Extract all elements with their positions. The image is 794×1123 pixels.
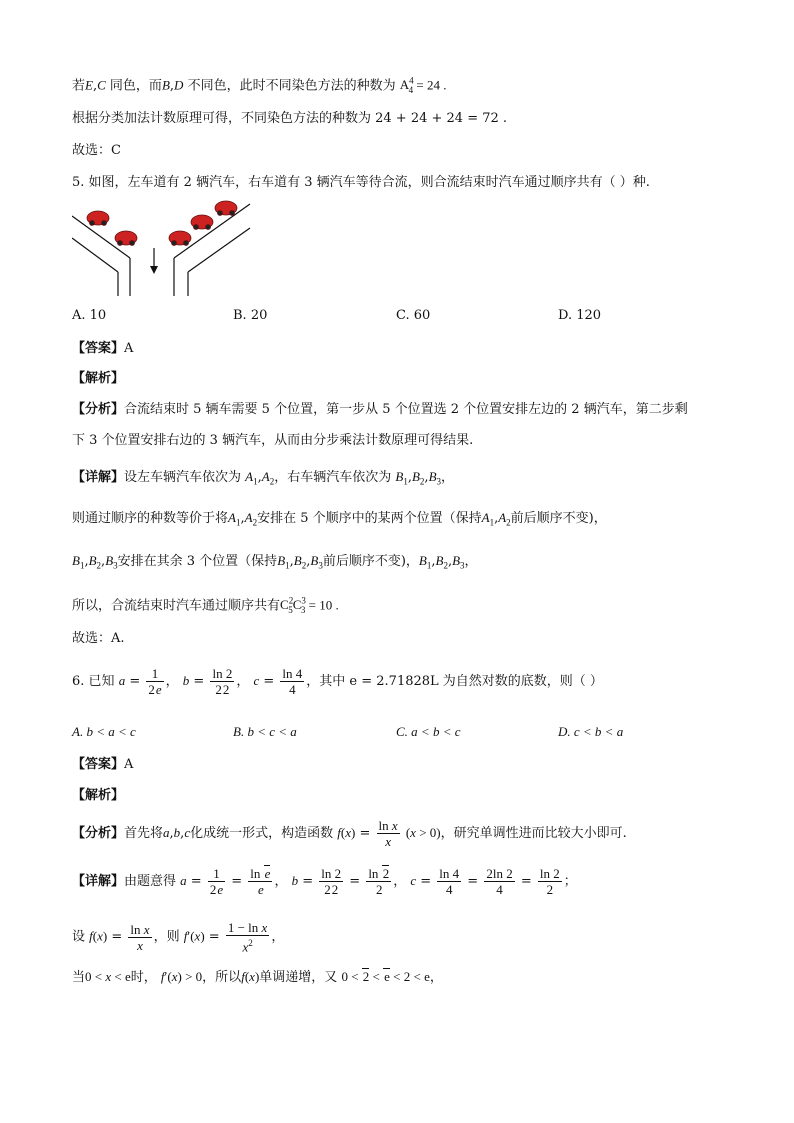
label: 【解析】 (72, 788, 125, 803)
text-line-3: 故选：C (72, 143, 121, 158)
question-5-stem: 5. 如图，左车道有 2 辆汽车，右车道有 3 辆汽车等待合流，则合流结束时汽车通过顺序共有（ ）种. (72, 175, 650, 190)
q5-fenxi-1 (72, 401, 688, 419)
car-icon (191, 215, 213, 230)
text: 不同色，此时不同染色方法的种数为 (187, 78, 396, 94)
fraction: $\frac{1}{2e}$ (148, 666, 162, 697)
q6-detail-2: 设 f(x) = $\frac{\text{ln x}}{x}$ ，则 f′(x) = $\frac{\text{1 − ln x}}{x^2}$ ， (72, 920, 285, 955)
q5-option-a: A. 10 (72, 308, 107, 323)
text: 化成统一形式，构造函数 (190, 826, 334, 841)
text: ，其中 e = 2.71828L 为自然对数的底数，则（ ） (306, 674, 603, 689)
q5-answer (72, 340, 133, 358)
q6-option-a: A. b < a < c (72, 724, 136, 739)
q5-conclusion: 故选：A. (72, 631, 125, 646)
fraction: $\frac{\ln 4}{4}$ (439, 866, 460, 897)
fraction: $\frac{\ln 2}{22}$ (212, 666, 233, 697)
text: ，所以 (202, 970, 242, 985)
text-line-2: 根据分类加法计数原理可得，不同染色方法的种数为 24 + 24 + 24 = 72 . (72, 111, 508, 126)
text: 6. 已知 (72, 674, 115, 689)
text: 合流结束时 5 辆车需要 5 个位置，第一步从 5 个位置选 2 个位置安排左边的 2 辆汽车，第二步剩 (124, 402, 688, 417)
formula: = 10 . (305, 597, 339, 613)
q6-analysis-heading (72, 787, 124, 805)
text: 单调递增，又 (259, 970, 338, 985)
q5-detail-2: 则通过顺序的种数等价于将$A_1,A_2$安排在 5 个顺序中的某两个位置（保持$A_1,A_2$前后顺序不变)， (72, 510, 607, 528)
text: 安排在 5 个顺序中的某两个位置（保持 (257, 511, 482, 526)
label: 【分析】 (72, 402, 125, 417)
fraction: $\frac{1}{2e}$ (209, 866, 224, 897)
text: 设左车辆汽车依次为 (124, 470, 242, 485)
answer-value: A (124, 341, 134, 356)
fraction: $\frac{\ln 2}{2}$ (368, 866, 390, 897)
text: 所以，合流结束时汽车通过顺序共有 (72, 598, 281, 614)
label: 【详解】 (72, 470, 125, 485)
text: 当 (72, 970, 86, 985)
fraction: $\frac{\text{ln e}}{e}$ (250, 866, 271, 897)
text: 则通过顺序的种数等价于将 (72, 511, 229, 526)
text: 若 (72, 78, 86, 94)
text: 时， (130, 970, 157, 985)
text: 安排在其余 3 个位置（保持 (117, 554, 278, 569)
label: 【答案】 (72, 341, 125, 356)
text-line-1: 若E,C 同色，而B,D 不同色，此时不同染色方法的种数为 $A^4_4 = 24$ . (72, 76, 447, 95)
text: 前后顺序不变)， (510, 511, 607, 526)
text: 前后顺序不变)， (322, 554, 419, 569)
text: 由题意得 (124, 874, 177, 889)
answer-value: A (124, 757, 134, 772)
text: ，则 (153, 929, 180, 945)
text: 首先将 (124, 826, 164, 841)
fraction: $\frac{\text{1 − ln x}}{x^2}$ (227, 920, 268, 955)
text: 设 (72, 929, 86, 945)
label: 【分析】 (72, 826, 125, 841)
q6-option-b: B. b < c < a (233, 724, 297, 739)
fraction: $\frac{\text{ln x}}{x}$ (130, 921, 150, 953)
q5-fenxi-2: 下 3 个位置安排右边的 3 辆汽车，从而由分步乘法计数原理可得结果. (72, 433, 474, 448)
label: 【详解】 (72, 874, 125, 889)
car-icon (87, 211, 109, 226)
q6-option-d: D. c < b < a (558, 724, 624, 739)
label: 【解析】 (72, 371, 125, 386)
question-6-stem: 6. 已知 a = $\frac{1}{2e}$ ， b = $\frac{\ln 2}{22}$ ， c = $\frac{\ln 4}{4}$ ，其中 e = 2.71828L 为自然对数的底数，则（ ） (72, 666, 603, 697)
text: 同色，而 (109, 78, 162, 94)
text: ，右车辆汽车依次为 (274, 470, 392, 485)
q6-option-c: C. a < b < c (396, 724, 461, 739)
fraction: $\frac{2\ln 2}{4}$ (486, 866, 513, 897)
q6-answer (72, 756, 133, 774)
q5-detail-1: 【详解】设左车辆汽车依次为 $A_1,A_2$，右车辆汽车依次为 $B_1,B_2,B_3$， (72, 469, 455, 487)
fraction: $\frac{\ln 4}{4}$ (282, 666, 303, 697)
formula: = 24 . (413, 77, 447, 93)
label: 【答案】 (72, 757, 125, 772)
q5-option-c: C. 60 (396, 308, 431, 323)
car-icon (215, 201, 237, 216)
text: ，研究单调性进而比较大小即可. (440, 826, 627, 841)
q6-fenxi: 【分析】首先将a,b,c化成统一形式，构造函数 f(x) = $\frac{\text{ln x}}{x}$ (x > 0)，研究单调性进而比较大小即可. (72, 818, 627, 849)
q5-option-b: B. 20 (233, 308, 268, 323)
q5-analysis-heading (72, 370, 124, 388)
merge-lanes-figure (72, 198, 252, 298)
fraction: $\frac{\text{ln x}}{x}$ (378, 818, 398, 849)
arrow-down-icon (150, 248, 158, 274)
q5-detail-3: $B_1,B_2,B_3$安排在其余 3 个位置（保持$B_1,B_2,B_3$前后顺序不变)，$B_1,B_2,B_3$， (72, 553, 478, 571)
q5-option-d: D. 120 (558, 308, 602, 323)
formula: A (399, 77, 410, 93)
car-icon (169, 231, 191, 246)
q6-detail-3: 当0 < x < e时， f′(x) > 0，所以f(x)单调递增，又 0 < 2 < e < 2 < e， (72, 969, 443, 985)
fraction: $\frac{\ln 2}{22}$ (321, 866, 342, 897)
car-icon (115, 231, 137, 246)
q5-detail-4: 所以，合流结束时汽车通过顺序共有$C^2_5C^3_3 = 10$ . (72, 596, 339, 615)
fraction: $\frac{\ln 2}{2}$ (539, 866, 560, 897)
q6-detail-1: 【详解】由题意得 a = $\frac{1}{2e}$ = $\frac{\text{ln e}}{e}$ ， b = $\frac{\ln 2}{22}$ = $\frac{\ln 2}{2}$ ， c = $\frac{\ln 4}{4}$ = $\frac{2\ln 2}{4}$ = $\frac{\ln 2}{2}$ ； (72, 866, 577, 897)
